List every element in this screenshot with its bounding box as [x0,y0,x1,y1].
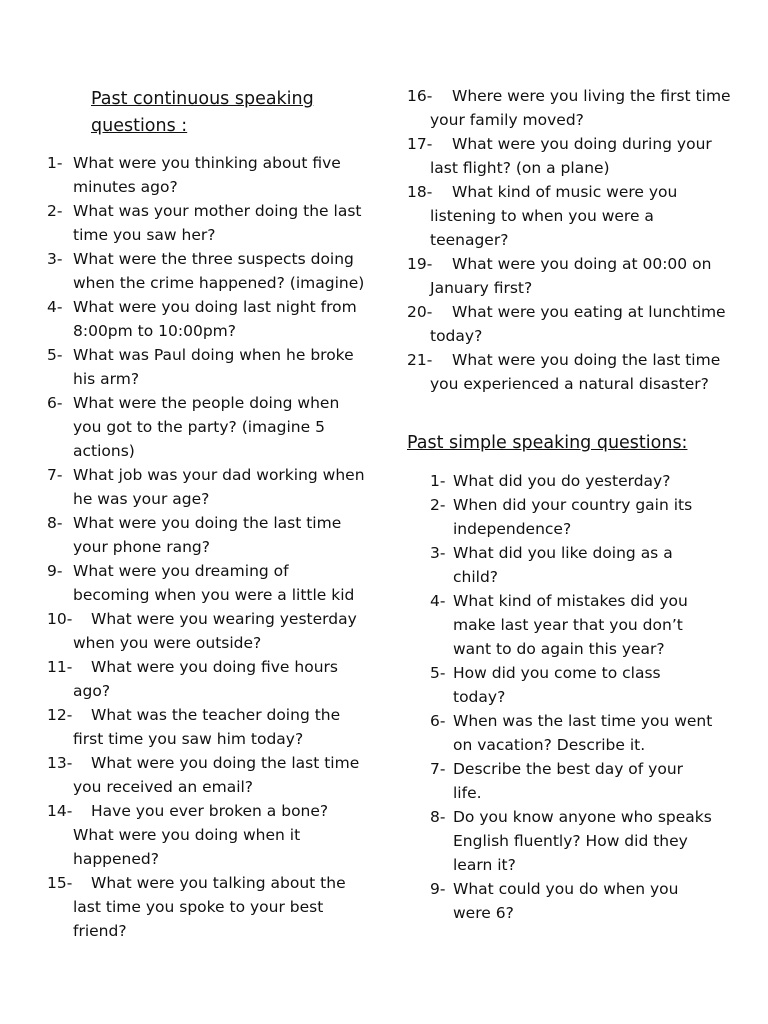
list-item [47,511,365,559]
item-number: 2- [47,202,63,220]
list-item [47,559,365,607]
item-number: 18- [407,183,433,201]
item-text: What did you do yesterday? [453,472,671,490]
item-text: What were you doing the last time you received an email? [73,754,360,796]
list-item [430,757,715,805]
item-text: What were the three suspects doing when the crime happened? (imagine) [73,250,365,292]
list-item [407,180,735,252]
past-simple-list [430,469,715,925]
item-number: 7- [430,760,446,778]
item-text: Do you know anyone who speaks English fluently? How did they learn it? [453,808,712,874]
item-number: 9- [430,880,446,898]
past-simple-heading: Past simple speaking questions: [407,433,688,453]
item-number: 1- [430,472,446,490]
item-number: 7- [47,466,63,484]
item-text: What were you doing last night from 8:00pm to 10:00pm? [73,298,357,340]
item-number: 5- [430,664,446,682]
list-item [47,871,365,943]
item-text: What was your mother doing the last time you saw her? [73,202,362,244]
list-item [47,655,365,703]
item-number: 10- [47,610,73,628]
item-text: What were you doing at 00:00 on January first? [430,255,712,297]
item-text: Describe the best day of your life. [453,760,684,802]
item-number: 8- [47,514,63,532]
list-item [407,300,735,348]
item-number: 3- [430,544,446,562]
item-number: 13- [47,754,73,772]
list-item [47,799,365,871]
past-continuous-heading: Past continuous speaking questions : [91,89,314,136]
item-text: Where were you living the first time your family moved? [430,87,731,129]
item-text: What were you eating at lunchtime today? [430,303,726,345]
item-text: How did you come to class today? [453,664,661,706]
item-text: What were the people doing when you got to the party? (imagine 5 actions) [73,394,340,460]
item-number: 19- [407,255,433,273]
item-number: 9- [47,562,63,580]
item-text: What did you like doing as a child? [453,544,673,586]
item-text: What were you doing the last time your phone rang? [73,514,342,556]
item-number: 4- [430,592,446,610]
item-text: What were you thinking about five minutes ago? [73,154,341,196]
list-item [430,589,715,661]
item-number: 11- [47,658,73,676]
item-number: 8- [430,808,446,826]
list-item [47,343,365,391]
list-item [47,703,365,751]
list-item [430,493,715,541]
list-item [430,541,715,589]
list-item [47,607,365,655]
item-number: 2- [430,496,446,514]
list-item [47,295,365,343]
item-text: What were you doing during your last flight? (on a plane) [430,135,712,177]
list-item [407,84,735,132]
item-number: 14- [47,802,73,820]
item-number: 5- [47,346,63,364]
item-number: 6- [47,394,63,412]
list-item [47,151,365,199]
list-item [47,247,365,295]
item-number: 1- [47,154,63,172]
item-text: What kind of music were you listening to when you were a teenager? [430,183,678,249]
list-item [430,661,715,709]
item-number: 20- [407,303,433,321]
item-number: 21- [407,351,433,369]
list-item [407,132,735,180]
item-number: 3- [47,250,63,268]
item-number: 12- [47,706,73,724]
item-number: 15- [47,874,73,892]
item-number: 16- [407,87,433,105]
past-continuous-list [47,151,365,943]
list-item [430,469,715,493]
item-text: What was Paul doing when he broke his arm? [73,346,354,388]
item-number: 4- [47,298,63,316]
item-text: What were you dreaming of becoming when you were a little kid [73,562,355,604]
item-number: 17- [407,135,433,153]
past-continuous-list-continued [407,84,735,396]
item-text: What were you wearing yesterday when you were outside? [73,610,357,652]
item-number: 6- [430,712,446,730]
item-text: What were you doing the last time you experienced a natural disaster? [430,351,721,393]
list-item [407,348,735,396]
item-text: When did your country gain its independence? [453,496,693,538]
list-item [407,252,735,300]
item-text: What was the teacher doing the first time you saw him today? [73,706,341,748]
item-text: What could you do when you were 6? [453,880,679,922]
list-item [430,877,715,925]
list-item [430,709,715,757]
item-text: What were you talking about the last time you spoke to your best friend? [73,874,346,940]
list-item [47,463,365,511]
item-text: When was the last time you went on vacation? Describe it. [453,712,713,754]
item-text: What were you doing five hours ago? [73,658,338,700]
item-text: What job was your dad working when he was your age? [73,466,365,508]
list-item [47,199,365,247]
list-item [47,391,365,463]
list-item [430,805,715,877]
list-item [47,751,365,799]
item-text: What kind of mistakes did you make last year that you don’t want to do again this year? [453,592,688,658]
item-text: Have you ever broken a bone? What were you doing when it happened? [73,802,329,868]
